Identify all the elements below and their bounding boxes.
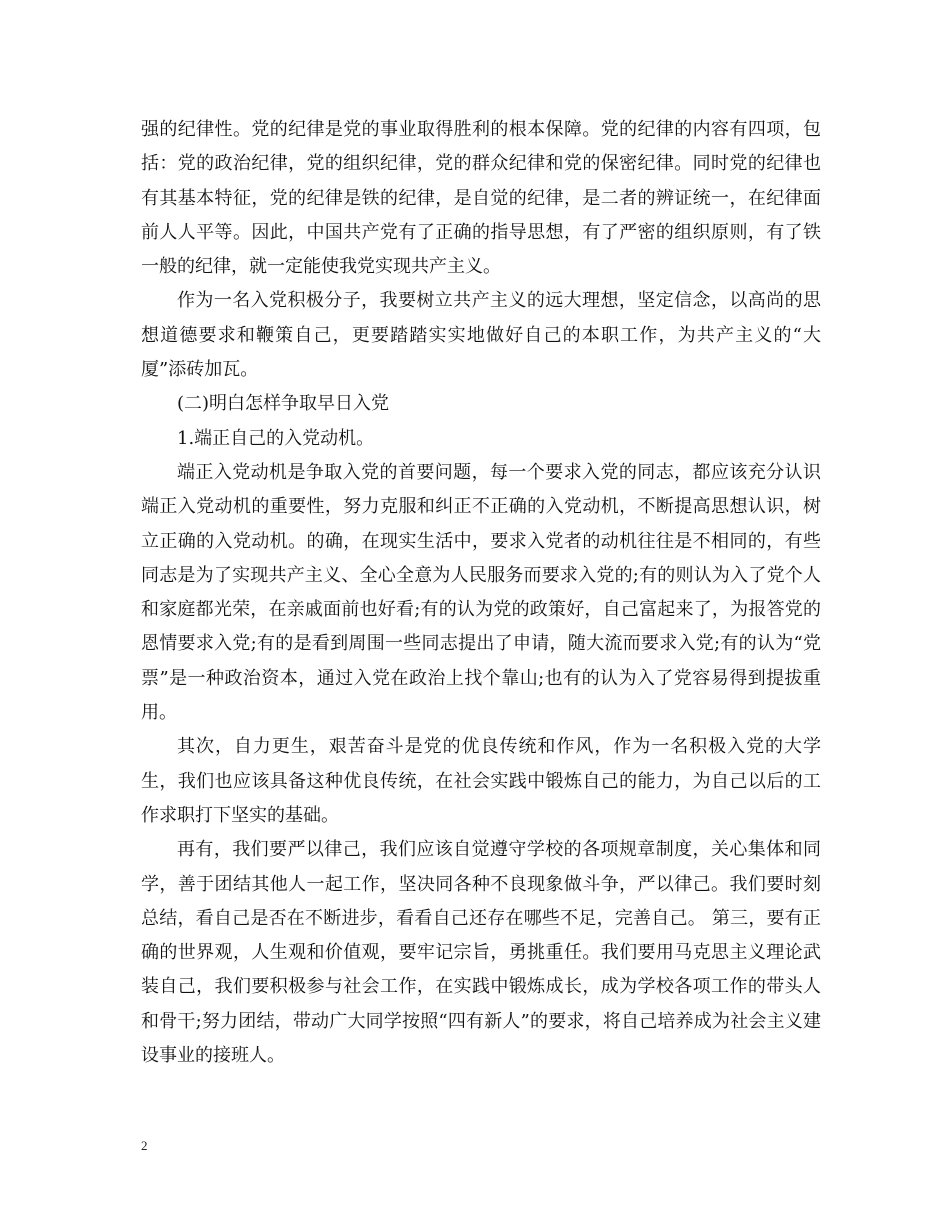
paragraph-self-reliance: 其次，自力更生，艰苦奋斗是党的优良传统和作风，作为一名积极入党的大学生，我们也应该具备这种优良传统，在社会实践中锻炼自己的能力，为自己以后的工作求职打下坚实的基础。 [141, 736, 821, 826]
paragraph-activist-commitment: 作为一名入党积极分子，我要树立共产主义的远大理想，坚定信念，以高尚的思想道德要求和鞭策自己，更要踏踏实实地做好自己的本职工作，为共产主义的“大厦”添砖加瓦。 [141, 290, 821, 381]
paragraph-self-discipline: 再有，我们要严以律己，我们应该自觉遵守学校的各项规章制度，关心集体和同学，善于团结其他人一起工作，坚决同各种不良现象做斗争，严以律己。我们要时刻总结，看自己是否在不断进步，看看自己还存在哪些不足，完善自己。 第三，要有正确的世界观，人生观和价值观，要牢记宗旨，勇挑重任。我们要用马克思主义理论武装自己，我们要积极参与社会工作，在实践中锻炼成长，成为学校各项工作的带头人和骨干;努力团结，带动广大同学按照“四有新人”的要求，将自己培养成为社会主义建设事业的接班人。 [141, 839, 821, 1067]
paragraph-motivation: 端正入党动机是争取入党的首要问题，每一个要求入党的同志，都应该充分认识端正入党动机的重要性，努力克服和纠正不正确的入党动机，不断提高思想认识，树立正确的入党动机。的确，在现实生活中，要求入党者的动机往往是不相同的，有些同志是为了实现共产主义、全心全意为人民服务而要求入党的;有的则认为入了党个人和家庭都光荣，在亲戚面前也好看;有的认为党的政策好，自己富起来了，为报答党的恩情要求入党;有的是看到周围一些同志提出了申请，随大流而要求入党;有的认为“党票”是一种政治资本，通过入党在政治上找个靠山;也有的认为入了党容易得到提拔重用。 [141, 461, 821, 724]
paragraph-discipline: 强的纪律性。党的纪律是党的事业取得胜利的根本保障。党的纪律的内容有四项，包括：党的政治纪律，党的组织纪律，党的群众纪律和党的保密纪律。同时党的纪律也有其基本特征，党的纪律是铁的纪律，是自觉的纪律，是二者的辨证统一，在纪律面前人人平等。因此，中国共产党有了正确的指导思想，有了严密的组织原则，有了铁一般的纪律，就一定能使我党实现共产主义。 [141, 119, 821, 278]
document-body [141, 113, 821, 1073]
section-heading: (二)明白怎样争取早日入党 [177, 393, 390, 415]
subsection-heading: 1.端正自己的入党动机。 [177, 427, 375, 449]
page-number: 2 [141, 1138, 148, 1153]
